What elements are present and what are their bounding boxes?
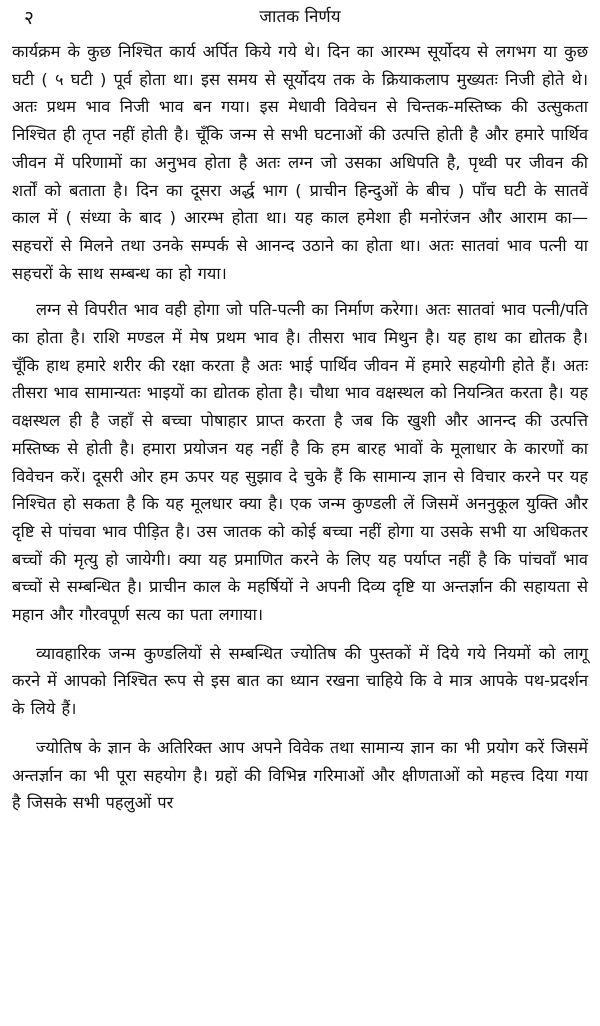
running-title: जातक निर्णय [259, 7, 341, 27]
paragraph-1: कार्यक्रम के कुछ निश्चित कार्य अर्पित किये गये थे। दिन का आरम्भ सूर्योदय से लगभग या कुछ घटी ( ५ घटी ) पूर्व होता था। इस समय से सूर्योदय तक के क्रियाकलाप मुख्यतः निजी होते थे। अतः प्रथम भाव निजी भाव बन गया। इस मेधावी विवेचन से चिन्तक-मस्तिष्क की उत्सुकता निश्चित ही तृप्त नहीं होती है। चूँकि जन्म से सभी घटनाओं की उत्पत्ति होती है और हमारे पार्थिव जीवन में परिणामों का अनुभव होता है अतः लग्न जो उसका अधिपति है, पृथ्वी पर जीवन की शर्तों को बताता है। दिन का दूसरा अर्द्ध भाग ( प्राचीन हिन्दुओं के बीच ) पाँच घटी के सातवें काल में ( संध्या के बाद ) आरम्भ होता था। यह काल हमेशा ही मनोरंजन और आराम का—सहचरों से मिलने तथा उनके सम्पर्क से आनन्द उठाने का होता था। अतः सातवां भाव पत्नी या सहचरों के साथ सम्बन्ध का हो गया। [12, 42, 588, 283]
paragraph-3: व्यावहारिक जन्म कुण्डलियों से सम्बन्धित ज्योतिष की पुस्तकों में दिये गये नियमों को लागू करने में आपको निश्चित रूप से इस बात का ध्यान रखना चाहिये कि वे मात्र आपके पथ-प्रदर्शन के लिये हैं। [12, 643, 588, 719]
paragraph-2: लग्न से विपरीत भाव वही होगा जो पति-पत्नी का निर्माण करेगा। अतः सातवां भाव पत्नी/पति का होता है। राशि मण्डल में मेष प्रथम भाव है। तीसरा भाव मिथुन है। यह हाथ का द्योतक है। चूँकि हाथ हमारे शरीर की रक्षा करता है अतः भाई पार्थिव जीवन में हमारे सहयोगी होते हैं। अतः तीसरा भाव सामान्यतः भाइयों का द्योतक होता है। चौथा भाव वक्षस्थल को नियन्त्रित करता है। यह वक्षस्थल ही है जहाँ से बच्चा पोषाहार प्राप्त करता है जब कि खुशी और आनन्द की उत्पत्ति मस्तिष्क से होती है। हमारा प्रयोजन यह नहीं है कि हम बारह भावों के मूलाधार के कारणों का विवेचन करें। दूसरी ओर हम ऊपर यह सुझाव दे चुके हैं कि सामान्य ज्ञान से विचार करने पर यह निश्चित हो सकता है कि यह मूलधार क्या है। एक जन्म कुण्डली लें जिसमें अननुकूल युक्ति और दृष्टि से पांचवा भाव पीड़ित है। उस जातक को कोई बच्चा नहीं होगा या उसके सभी या अधिकतर बच्चों की मृत्यु हो जायेगी। क्या यह प्रमाणित करने के लिए यह पर्याप्त नहीं है कि पांचवाँ भाव बच्चों से सम्बन्धित है। प्राचीन काल के महर्षियों ने अपनी दिव्य दृष्टि या अन्तर्ज्ञान की सहायता से महान और गौरवपूर्ण सत्य का पता लगाया। [12, 300, 588, 625]
page-number: २ [24, 7, 34, 29]
paragraph-4: ज्योतिष के ज्ञान के अतिरिक्त आप अपने विवेक तथा सामान्य ज्ञान का भी प्रयोग करें जिसमें अन्तर्ज्ञान का भी पूरा सहयोग है। ग्रहों की विभिन्न गरिमाओं और क्षीणताओं को महत्त्व दिया गया है जिसके सभी पहलुओं पर [12, 737, 588, 813]
page-header [12, 0, 588, 38]
